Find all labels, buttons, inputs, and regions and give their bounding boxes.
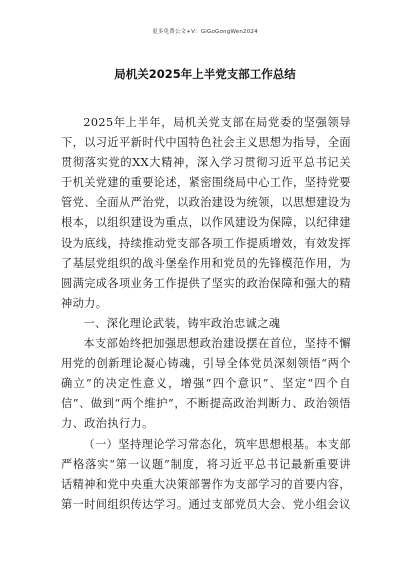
section-paragraph: 本支部始终把加强思想政治建设摆在首位，坚持不懈用党的创新理论凝心铸魂，引导全体党员深刻领悟“两个确立”的决定性意义，增强“四个意识”、坚定“四个自信”、做到“两个维护”，不断提高政治判断力、政治领悟力、政治执行力。 <box>61 337 351 431</box>
header-note: 更多免费公文+V：GiGoGongWen2024 <box>152 29 258 35</box>
document-body <box>61 113 351 515</box>
intro-paragraph: 2025年上半年，局机关党支部在局党委的坚强领导下，以习近平新时代中国特色社会主义思想为指导，全面贯彻落实党的XX大精神，深入学习贯彻习近平总书记关于机关党建的重要论述，紧密围绕局中心工作，坚持党要管党、全面从严治党，以政治建设为统领，以思想建设为根本，以组织建设为重点，以作风建设为保障，以纪律建设为底线，持续推动党支部各项工作提质增效，有效发挥了基层党组织的战斗堡垒作用和党员的先锋模范作用，为圆满完成各项业务工作提供了坚实的政治保障和强大的精神动力。 <box>61 116 351 310</box>
subsection-paragraph: （一）坚持理论学习常态化，筑牢思想根基。本支部严格落实“第一议题”制度，将习近平总书记最新重要讲话精神和党中央重大决策部署作为支部学习的首要内容，第一时间组织传达学习。通过支部党员大会、党小组会议 <box>61 437 351 511</box>
section-heading: 一、深化理论武装，铸牢政治忠诚之魂 <box>83 316 281 330</box>
document-title: 局机关2025年上半党支部工作总结 <box>114 67 296 81</box>
